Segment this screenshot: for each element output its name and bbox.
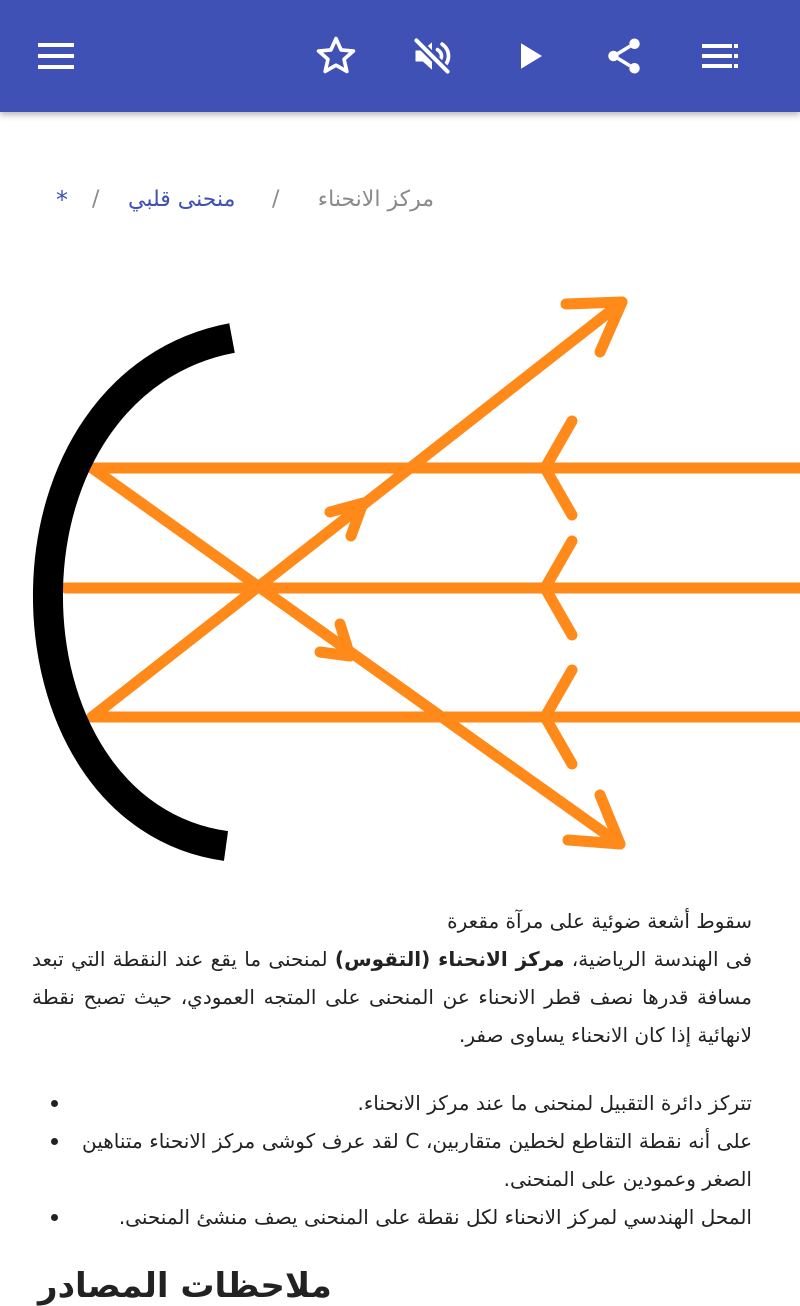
concave-mirror-figure[interactable] [0,290,800,870]
contents-button[interactable] [690,26,750,86]
list-icon [700,36,740,76]
menu-button[interactable] [26,26,86,86]
breadcrumb-parent[interactable]: منحنى قلبي [128,187,236,212]
bullet-list [32,1084,752,1236]
breadcrumb-separator: / [272,187,280,212]
concave-mirror-diagram [0,290,800,870]
intro-paragraph [32,940,752,1054]
share-icon [603,35,645,77]
breadcrumb-root[interactable]: * [56,186,68,214]
list-item: المحل الهندسي لمركز الانحناء لكل نقطة على المنحنى يصف منشئ المنحنى. [32,1198,752,1236]
mute-button[interactable] [402,26,462,86]
list-item: على أنه نقطة التقاطع لخطين متقاربين، C لقد عرف كوشى مركز الانحناء متناهين الصغر وعمودين على المنحنى. [32,1122,752,1198]
menu-icon [36,36,76,76]
term-bold: مركز الانحناء (التقوس) [334,947,565,971]
figure-caption: سقوط أشعة ضوئية على مرآة مقعرة [447,909,752,933]
breadcrumb [40,180,440,220]
intro-text: فى الهندسة الرياضية، [564,947,753,971]
play-icon [512,38,548,74]
article-body [32,902,752,1236]
star-icon [314,34,358,78]
section-heading: ملاحظات المصادر [38,1266,332,1306]
breadcrumb-separator: / [92,187,100,212]
intro-text: لمنحنى ما يقع عند النقطة التي تبعد مسافة قدرها نصف قطر الانحناء عن المنحنى على المتجه العمودي، حيث تصبح نقطة لانهائية إذا كان الانحناء يساوى صفر. [32,947,752,1047]
breadcrumb-current: مركز الانحناء [317,187,434,212]
bookmark-button[interactable] [306,26,366,86]
app-bar [0,0,800,112]
mute-icon [410,34,454,78]
share-button[interactable] [594,26,654,86]
play-button[interactable] [500,26,560,86]
list-item: تتركز دائرة التقبيل لمنحنى ما عند مركز الانحناء. [32,1084,752,1122]
